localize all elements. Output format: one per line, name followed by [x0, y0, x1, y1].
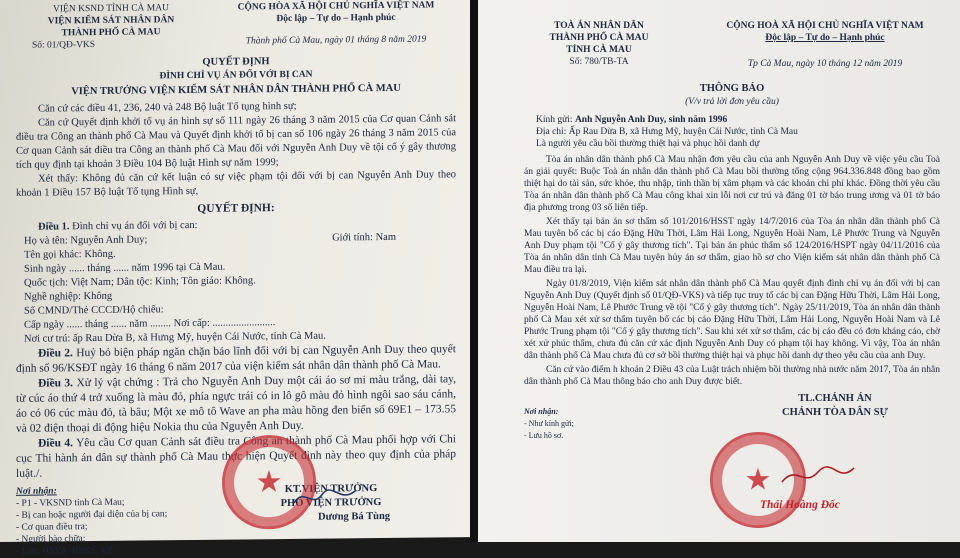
- national-motto: CỘNG HOÀ XÃ HỘI CHỦ NGHĨA VIỆT NAM: [726, 21, 924, 31]
- notice-header: [524, 20, 940, 70]
- court-name: TOÀ ÁN NHÂN DÂN: [554, 21, 644, 31]
- agency-top: VIỆN KSND TỈNH CÀ MAU: [53, 3, 169, 15]
- recipient: - Lưu hồ sơ.: [524, 431, 564, 440]
- motto-block-right: [710, 20, 940, 70]
- body-paragraph: Xét thấy tại bản án sơ thẩm số 101/2016/HSST ngày 14/7/2016 của Tòa án nhân dân thành phố Cà Mau tuyên bố các bị cáo Đặng Hữu Thời, Lâm Hải Long, Nguyễn Hoài Nam, Lê Phước Trung và Nguyễn Anh Duy phạm tội "Cố ý gây thương tích". Tại bản án phúc thẩm số 124/2016/HSPT ngày 04/11/2016 của Tòa án nhân dân tỉnh Cà Mau tuyên hủy án sơ thẩm, giao hồ sơ cho Viện kiểm sát nhân dân thành phố Cà Mau điều tra lại.: [524, 217, 940, 275]
- body-paragraph: Tòa án nhân dân thành phố Cà Mau nhận đơn yêu cầu của anh Nguyễn Anh Duy về việc yêu cầu Toà án giải quyết: Buộc Toà án nhân dân thành phố Cà Mau bồi thường tổng cộng 964.336.848 đồng bao gồm thiệt hại do tài sản, sức khỏe, thu nhập, tinh thần bị xâm phạm và các khoản chi phí khác. Đồng thời yêu cầu Tòa án nhân dân thành phố Cà Mau công khai xin lỗi nơi cư trú và đăng 01 tờ báo trung ương và 01 tờ báo địa phương trong 03 số liên tiếp.: [524, 155, 940, 213]
- article-title: Điều 3.: [38, 377, 74, 390]
- article-3: [16, 372, 456, 437]
- national-slogan: Độc lập – Tự do – Hạnh phúc: [276, 12, 396, 25]
- decision-document: [0, 0, 470, 557]
- motto-block: [216, 0, 456, 50]
- signer-name: Thái Hoàng Đốc: [760, 499, 840, 511]
- notice-number: Số: 780/TB-TA: [569, 57, 629, 67]
- decision-issuer: VIỆN TRƯỞNG VIỆN KIỂM SÁT NHÂN DÂN THÀNH PHỐ CÀ MAU: [71, 82, 401, 98]
- recipients-block-right: [524, 392, 674, 442]
- address: Địa chỉ: Ấp Rau Dừa B, xã Hưng Mỹ, huyện Cái Nước, tỉnh Cà Mau: [536, 127, 798, 137]
- defendant-fields: [16, 230, 456, 347]
- field-label: Giới tính:: [332, 232, 373, 244]
- notice-body: [524, 154, 940, 388]
- to-label: Kính gửi:: [536, 115, 573, 125]
- field-label: Sinh ngày: [24, 263, 67, 275]
- recipient: - Lưu: HSVA, HSKS, VP.: [16, 545, 114, 557]
- sign-title: TL.CHÁNH ÁN: [798, 393, 872, 404]
- article-text: Huỷ bỏ biện pháp ngăn chặn bảo lĩnh đối với bị can Nguyễn Anh Duy theo quyết định số 96/KSĐT ngày 16 tháng 6 năm 2017 của viện kiểm sát nhân dân thành phố Cà Mau.: [16, 343, 457, 375]
- recipient: - Người bào chữa;: [16, 534, 86, 545]
- court-province: TỈNH CÀ MAU: [566, 45, 632, 55]
- court-city: THÀNH PHỐ CÀ MAU: [549, 33, 649, 43]
- field-value: ...... tháng ...... năm ........ Nơi cấp: ........................: [66, 317, 276, 331]
- field-value: ấp Rau Dừa B, xã Hưng Mỹ, huyện Cái Nước, tỉnh Cà Mau.: [72, 330, 326, 345]
- field-value: Không.: [84, 248, 116, 261]
- national-motto: CỘNG HÒA XÃ HỘI CHỦ NGHĨA VIỆT NAM: [237, 0, 435, 13]
- notice-date: Tp Cà Mau, ngày 10 tháng 12 năm 2019: [747, 59, 903, 69]
- notice-type: THÔNG BÁO: [699, 83, 765, 94]
- recipients-title: Nơi nhận:: [16, 486, 57, 497]
- field-label: Số CMND/Thẻ CCCD/Hộ chiếu:: [24, 304, 164, 317]
- decision-header: [16, 0, 456, 52]
- body-paragraph: Ngày 01/8/2019, Viện kiểm sát nhân dân thành phố Cà Mau quyết định đình chỉ vụ án đối với bị can Nguyễn Anh Duy (Quyết định số 01/QĐ-VKS) và tiếp tục truy tố các bị can Đặng Hữu Thời, Lâm Hải Long, Nguyễn Hoài Nam, Lê Phước Trung về tội "Cố ý gây thương tích". Ngày 25/11/2019, Tòa án nhân dân thành phố Cà Mau xét xử sơ thẩm tuyên bố các bị cáo Đặng Hữu Thời, Lâm Hải Long, Nguyễn Hoài Nam và Lê Phước Trung phạm tội "Cố ý gây thương tích". Sau khi xét xử sơ thẩm, các bị cáo đều có đơn kháng cáo, chờ xét xử phúc thẩm, chưa đủ căn cứ xác định Nguyễn Anh Duy có phạm tội hay không. Vì vậy, Tòa án nhân dân thành phố Cà Mau chưa đủ cơ sở bồi thường thiệt hại và phục hồi danh dự theo yêu cầu của anh Duy.: [524, 279, 940, 361]
- decision-date: Thành phố Cà Mau, ngày 01 tháng 8 năm 2019: [245, 34, 427, 47]
- agency-name: VIỆN KIỂM SÁT NHÂN DÂN: [47, 15, 175, 27]
- agency-city: THÀNH PHỐ CÀ MAU: [61, 27, 161, 39]
- field-value: Nguyễn Anh Duy;: [70, 234, 148, 247]
- recipient: - Như kính gửi;: [524, 419, 574, 428]
- preamble-line: Xét thấy: Không đủ căn cứ kết luận có sự việc phạm tội đối với bị can Nguyễn Anh Duy theo khoản 1 Điều 157 Bộ luật Tố tụng Hình sự,: [16, 169, 456, 199]
- notice-addressee: [536, 114, 940, 150]
- decision-number: Số: 01/QĐ-VKS: [32, 40, 96, 51]
- field-label: Nơi cư trú:: [24, 333, 71, 345]
- field-value: Không: [83, 290, 113, 303]
- recipient: - P1 - VKSND tỉnh Cà Mau;: [16, 497, 125, 509]
- recipient: - Bị can hoặc người đại diện của bị can;: [16, 509, 168, 521]
- decision-subject: ĐÌNH CHỈ VỤ ÁN ĐỐI VỚI BỊ CAN: [159, 69, 313, 82]
- article-text: Yêu cầu Cơ quan Cảnh sát điều tra Công an thành phố Cà Mau phối hợp với Chi cục Thi hành án dân sự thành phố Cà Mau thực hiện Quyết định này theo quy định của pháp luật./.: [16, 433, 456, 480]
- field-label: Tên gọi khác:: [24, 249, 82, 261]
- court-block: [524, 20, 674, 70]
- notice-document: [478, 0, 960, 542]
- court-stamp-icon: ★: [710, 432, 806, 528]
- field-label: Cấp ngày: [24, 319, 64, 331]
- notice-subject: (V/v trả lời đơn yêu cầu): [685, 97, 779, 107]
- sign-title-2: CHÁNH TÒA DÂN SỰ: [782, 407, 888, 418]
- article-title: Điều 1.: [38, 221, 70, 233]
- notice-footer: [524, 392, 940, 442]
- field-label: Nghề nghiệp:: [24, 291, 81, 303]
- field-label: Quốc tịch:: [24, 277, 69, 289]
- signature-icon: [290, 484, 360, 511]
- recipient: - Cơ quan điều tra;: [16, 522, 88, 533]
- field-value: ...... tháng ...... năm 1996 tại Cà Mau.: [68, 261, 226, 275]
- national-slogan: Độc lập – Tự do – Hạnh phúc: [765, 33, 885, 43]
- decision-type: QUYẾT ĐỊNH: [202, 56, 270, 68]
- article-1: [16, 216, 456, 347]
- to-value: Anh Nguyễn Anh Duy, sinh năm 1996: [574, 115, 728, 125]
- decision-heading: QUYẾT ĐỊNH:: [197, 202, 275, 215]
- field-value: Việt Nam; Dân tộc: Kinh; Tôn giáo: Không.: [70, 275, 256, 289]
- recipients-block: [16, 484, 206, 558]
- address-note: Là người yêu cầu bồi thường thiệt hại và phục hồi danh dự: [536, 139, 760, 149]
- sign-title-2: PHÓ VIỆN TRƯỞNG: [280, 497, 382, 510]
- body-paragraph: Căn cứ vào điểm h khoản 2 Điều 43 của Luật trách nhiệm bồi thường nhà nước năm 2017, Tòa án nhân dân thành phố Cà Mau thông báo cho anh Duy được biết.: [524, 365, 940, 387]
- article-2: [16, 342, 456, 377]
- preamble: [16, 98, 456, 201]
- signature-icon: [778, 460, 858, 490]
- official-stamp-icon: ★: [222, 435, 316, 530]
- recipients-title: Nơi nhận:: [524, 407, 559, 416]
- article-title: Điều 4.: [38, 437, 74, 450]
- image-separator: [470, 0, 478, 542]
- signer-name: Dương Bá Tùng: [318, 510, 391, 523]
- field-value: Nam: [375, 231, 396, 244]
- preamble-line: Căn cứ Quyết định khởi tố vụ án hình sự số 111 ngày 26 tháng 3 năm 2015 của Cơ quan Cảnh sát điều tra Công an thành phố Cà Mau và Quyết định khởi tố bị can số 106 ngày 26 tháng 3 năm 2015 của Cơ quan Cảnh sát điều tra Công an thành phố Cà Mau đối với Nguyễn Anh Duy về tội cố ý gây thương tích quy định tại khoản 3 Điều 104 Bộ luật Hình sự năm 1999;: [16, 113, 456, 171]
- preamble-line: Căn cứ các điều 41, 236, 240 và 248 Bộ luật Tố tụng hình sự;: [38, 100, 297, 115]
- article-title: Điều 2.: [38, 347, 73, 360]
- article-text: Đình chỉ vụ án đối với bị can:: [72, 219, 198, 233]
- sign-title: KT.VIỆN TRƯỞNG: [284, 483, 378, 496]
- article-text: Xử lý vật chứng : Trả cho Nguyễn Anh Duy một cái áo sơ mi màu trắng, dài tay, từ cúc áo thứ 4 trở xuống là màu đỏ, phía ngực trái có in lô gô màu đỏ hình ngôi sao sáu cánh, áo có 06 cúc màu đỏ, tà bâu; Một xe mô tô Wave an pha màu hồng đen biển số 69E1 – 173.55 và 02 điện thoại di động hiệu Nokia thu của Nguyễn Anh Duy.: [16, 373, 457, 435]
- field-label: Họ và tên:: [24, 235, 68, 247]
- agency-block: [16, 2, 206, 52]
